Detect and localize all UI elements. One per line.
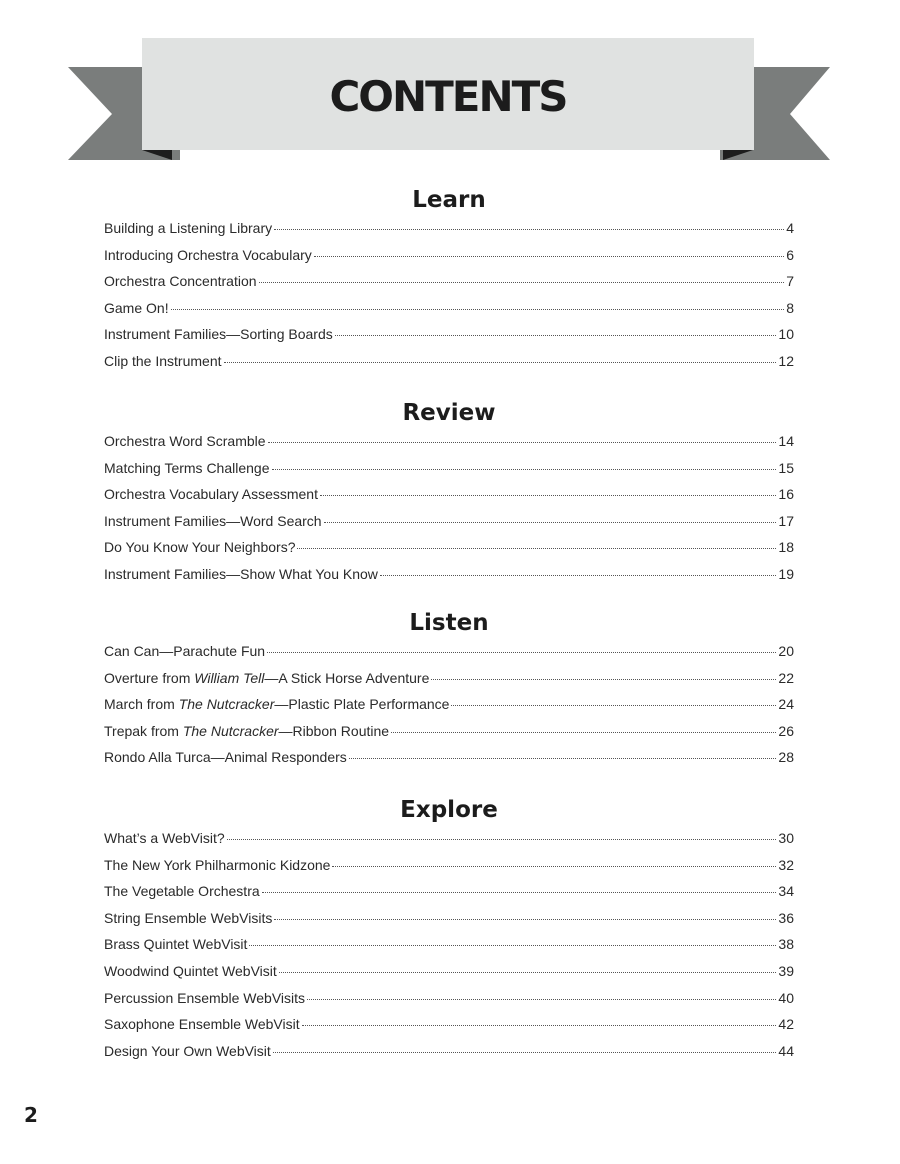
page-title: CONTENTS — [329, 71, 567, 121]
toc-entry[interactable]: Game On! 8 — [104, 299, 794, 316]
entry-page-number: 24 — [778, 696, 794, 713]
toc-entry[interactable]: Instrument Families—Sorting Boards 10 — [104, 326, 794, 343]
dot-leader — [324, 522, 777, 523]
entry-page-number: 4 — [786, 220, 794, 236]
section-heading: Learn — [412, 187, 486, 213]
dot-leader — [274, 229, 784, 230]
dot-leader — [320, 495, 776, 496]
entry-page-number: 19 — [778, 565, 794, 582]
dot-leader — [267, 652, 776, 653]
entry-page-number: 39 — [778, 962, 794, 979]
toc-entry[interactable]: Orchestra Word Scramble 14 — [104, 433, 794, 449]
dot-leader — [268, 442, 777, 443]
dot-leader — [391, 732, 776, 733]
toc-entry[interactable]: March from The Nutcracker—Plastic Plate Performance 24 — [104, 696, 794, 713]
dot-leader — [262, 892, 777, 893]
section-learn — [104, 183, 794, 380]
toc-entry[interactable]: Saxophone Ensemble WebVisit 42 — [104, 1016, 794, 1033]
dot-leader — [380, 575, 777, 576]
toc-entry[interactable]: The New York Philharmonic Kidzone 32 — [104, 856, 794, 873]
section-listen — [104, 606, 794, 776]
entry-page-number: 18 — [778, 539, 794, 556]
section-heading: Explore — [400, 797, 498, 823]
entry-page-number: 28 — [778, 749, 794, 766]
toc-entry[interactable]: Clip the Instrument 12 — [104, 352, 794, 369]
toc-entry[interactable]: Woodwind Quintet WebVisit 39 — [104, 962, 794, 979]
section-review — [104, 396, 794, 593]
toc-entry[interactable]: Percussion Ensemble WebVisits 40 — [104, 989, 794, 1006]
toc-entry[interactable]: Orchestra Concentration 7 — [104, 273, 794, 290]
dot-leader — [307, 999, 776, 1000]
dot-leader — [272, 469, 777, 470]
toc-entry[interactable]: Design Your Own WebVisit 44 — [104, 1042, 794, 1059]
dot-leader — [302, 1025, 777, 1026]
dot-leader — [273, 1052, 777, 1053]
toc-entry[interactable]: The Vegetable Orchestra 34 — [104, 883, 794, 900]
dot-leader — [227, 839, 777, 840]
entry-page-number: 44 — [778, 1042, 794, 1059]
dot-leader — [314, 256, 784, 257]
entry-page-number: 34 — [778, 883, 794, 900]
toc-entry[interactable]: Can Can—Parachute Fun 20 — [104, 643, 794, 659]
section-heading: Review — [402, 400, 496, 426]
dot-leader — [224, 362, 777, 363]
entry-page-number: 17 — [778, 512, 794, 529]
toc-entry[interactable]: String Ensemble WebVisits 36 — [104, 909, 794, 926]
entry-page-number: 8 — [786, 299, 794, 316]
dot-leader — [279, 972, 777, 973]
toc-entry[interactable]: Trepak from The Nutcracker—Ribbon Routine 26 — [104, 722, 794, 739]
entry-page-number: 40 — [778, 989, 794, 1006]
dot-leader — [249, 945, 776, 946]
dot-leader — [171, 309, 785, 310]
section-heading: Listen — [409, 610, 489, 636]
footer-page-number: 2 — [24, 1103, 38, 1127]
dot-leader — [297, 548, 776, 549]
toc-entry[interactable]: Do You Know Your Neighbors? 18 — [104, 539, 794, 556]
entry-page-number: 10 — [778, 326, 794, 343]
toc-entry[interactable]: Instrument Families—Show What You Know 19 — [104, 565, 794, 582]
dot-leader — [259, 282, 785, 283]
dot-leader — [451, 705, 776, 706]
entry-page-number: 12 — [778, 352, 794, 369]
dot-leader — [335, 335, 777, 336]
dot-leader — [431, 679, 776, 680]
toc-entry[interactable]: Overture from William Tell—A Stick Horse Adventure 22 — [104, 669, 794, 686]
entry-page-number: 42 — [778, 1016, 794, 1033]
entry-page-number: 38 — [778, 936, 794, 953]
entry-page-number: 7 — [786, 273, 794, 290]
dot-leader — [332, 866, 776, 867]
entry-page-number: 14 — [778, 433, 794, 449]
entry-page-number: 20 — [778, 643, 794, 659]
dot-leader — [349, 758, 777, 759]
toc-entry[interactable]: Brass Quintet WebVisit 38 — [104, 936, 794, 953]
entry-page-number: 22 — [778, 669, 794, 686]
section-explore — [104, 793, 794, 1069]
toc-entry[interactable]: Building a Listening Library 4 — [104, 220, 794, 236]
toc-entry[interactable]: Matching Terms Challenge 15 — [104, 459, 794, 476]
entry-page-number: 36 — [778, 909, 794, 926]
toc-entry[interactable]: Rondo Alla Turca—Animal Responders 28 — [104, 749, 794, 766]
toc-entry[interactable]: Introducing Orchestra Vocabulary 6 — [104, 246, 794, 263]
toc-entry[interactable]: Instrument Families—Word Search 17 — [104, 512, 794, 529]
toc-entry[interactable]: Orchestra Vocabulary Assessment 16 — [104, 486, 794, 503]
entry-page-number: 15 — [778, 459, 794, 476]
entry-page-number: 32 — [778, 856, 794, 873]
dot-leader — [274, 919, 776, 920]
entry-page-number: 16 — [778, 486, 794, 503]
toc-entry[interactable]: What’s a WebVisit? 30 — [104, 830, 794, 846]
entry-page-number: 6 — [786, 246, 794, 263]
entry-page-number: 30 — [778, 830, 794, 846]
entry-page-number: 26 — [778, 722, 794, 739]
